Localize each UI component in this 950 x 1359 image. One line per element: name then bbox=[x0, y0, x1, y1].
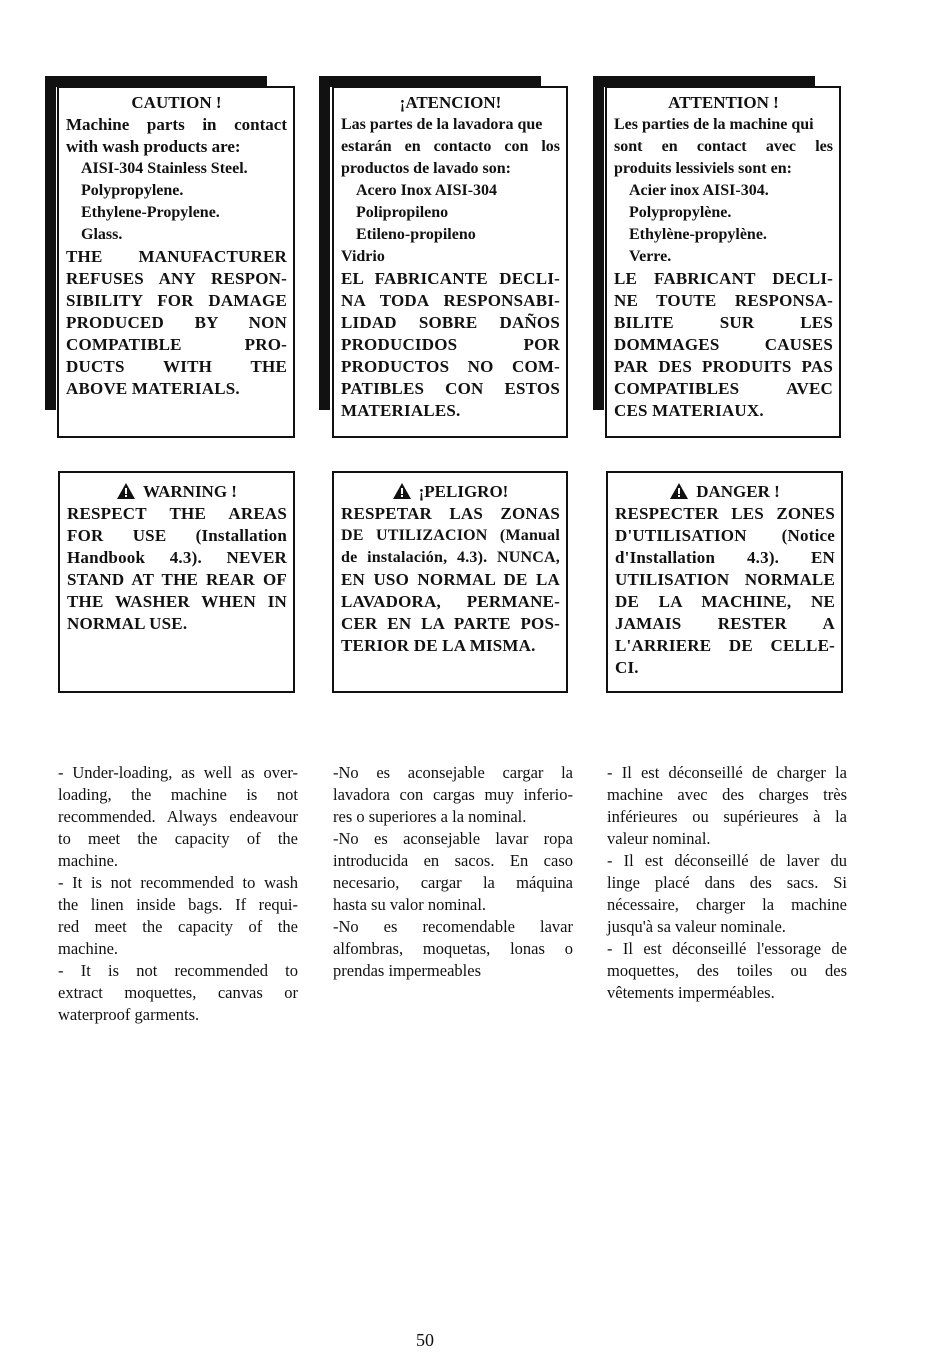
warning-line: D'UTILISATION (Notice bbox=[615, 526, 835, 545]
caution-title: ATTENTION ! bbox=[668, 93, 779, 112]
note-line: recommended. Always endeavour bbox=[58, 807, 298, 826]
disclaimer-line: LE FABRICANT DECLI- bbox=[614, 269, 833, 288]
material-item: Ethylene-Propylene. bbox=[81, 204, 220, 221]
note-line: introducida en sacos. En caso bbox=[333, 851, 573, 870]
material-item: Glass. bbox=[81, 226, 123, 243]
note-line: lavadora con cargas muy inferio- bbox=[333, 785, 573, 804]
warning-box-spanish bbox=[332, 471, 568, 693]
disclaimer-line: MATERIALES. bbox=[341, 401, 461, 420]
warning-line: THE WASHER WHEN IN bbox=[67, 592, 287, 611]
note-line: linge placé dans des sacs. Si bbox=[607, 873, 847, 892]
note-line: inférieures ou supérieures à la bbox=[607, 807, 847, 826]
disclaimer-line: BILITE SUR LES bbox=[614, 313, 833, 332]
disclaimer-line: COMPATIBLE PRO- bbox=[66, 335, 287, 354]
warning-line: LAVADORA, PERMANE- bbox=[341, 592, 560, 611]
disclaimer-line: PRODUCIDOS POR bbox=[341, 335, 560, 354]
disclaimer-line: LIDAD SOBRE DAÑOS bbox=[341, 313, 560, 332]
disclaimer-line: DOMMAGES CAUSES bbox=[614, 335, 833, 354]
note-line: necesario, cargar la máquina bbox=[333, 873, 573, 892]
note-line: - It is not recommended to wash bbox=[58, 873, 298, 892]
disclaimer-line: REFUSES ANY RESPON- bbox=[66, 269, 287, 288]
disclaimer-line: NE TOUTE RESPONSA- bbox=[614, 291, 833, 310]
note-line: jusqu'à sa valeur nominale. bbox=[607, 917, 786, 936]
warning-line: NORMAL USE. bbox=[67, 614, 188, 633]
caution-text: sont en contact avec les bbox=[614, 138, 833, 155]
note-line: res o superiores a la nominal. bbox=[333, 807, 527, 826]
material-item: Polipropileno bbox=[356, 204, 449, 221]
disclaimer-line: ABOVE MATERIALS. bbox=[66, 379, 240, 398]
warning-line: d'Installation 4.3). EN bbox=[615, 548, 835, 567]
warning-line: L'ARRIERE DE CELLE- bbox=[615, 636, 835, 655]
note-line: to meet the capacity of the bbox=[58, 829, 298, 848]
note-line: - It is not recommended to bbox=[58, 961, 298, 980]
caution-text: Machine parts in contact bbox=[66, 115, 287, 134]
notes-english bbox=[58, 762, 298, 1026]
note-line: moquettes, des toiles ou des bbox=[607, 961, 847, 980]
note-line: extract moquettes, canvas or bbox=[58, 983, 298, 1002]
caution-title: CAUTION ! bbox=[131, 93, 222, 112]
warning-title bbox=[67, 481, 287, 503]
note-line: - Il est déconseillé l'essorage de bbox=[607, 939, 847, 958]
material-item: Ethylène-propylène. bbox=[629, 226, 767, 243]
warning-line: CER EN LA PARTE POS- bbox=[341, 614, 560, 633]
disclaimer-line: COMPATIBLES AVEC bbox=[614, 379, 833, 398]
warning-box-english bbox=[58, 471, 295, 693]
caution-box-english bbox=[57, 86, 295, 438]
disclaimer-line: EL FABRICANTE DECLI- bbox=[341, 269, 560, 288]
warning-line: JAMAIS RESTER A bbox=[615, 614, 835, 633]
warning-title-text: ¡PELIGRO! bbox=[418, 482, 509, 501]
note-line: alfombras, moquetas, lonas o bbox=[333, 939, 573, 958]
box-shadow bbox=[45, 76, 56, 410]
material-item: Vidrio bbox=[341, 248, 385, 265]
note-line: waterproof garments. bbox=[58, 1005, 200, 1024]
warning-line: UTILISATION NORMALE bbox=[615, 570, 835, 589]
note-line: machine. bbox=[58, 939, 119, 958]
warning-line: de instalación, 4.3). NUNCA, bbox=[341, 549, 560, 566]
note-line: -No es aconsejable lavar ropa bbox=[333, 829, 573, 848]
caution-title: ¡ATENCION! bbox=[399, 93, 502, 112]
disclaimer-line: PATIBLES CON ESTOS bbox=[341, 379, 560, 398]
note-line: vêtements imperméables. bbox=[607, 983, 775, 1002]
disclaimer-line: SIBILITY FOR DAMAGE bbox=[66, 291, 287, 310]
warning-line: STAND AT THE REAR OF bbox=[67, 570, 287, 589]
material-item: Polypropylène. bbox=[629, 204, 732, 221]
disclaimer-line: PRODUCTOS NO COM- bbox=[341, 357, 560, 376]
caution-box-french bbox=[605, 86, 841, 438]
warning-line: DE UTILIZACION (Manual bbox=[341, 527, 560, 544]
material-item: AISI-304 Stainless Steel. bbox=[81, 160, 248, 177]
warning-triangle-icon bbox=[117, 483, 135, 499]
note-line: nécessaire, charger la machine bbox=[607, 895, 847, 914]
warning-triangle-icon bbox=[670, 483, 688, 499]
warning-line: DE LA MACHINE, NE bbox=[615, 592, 835, 611]
note-line: -No es recomendable lavar bbox=[333, 917, 573, 936]
warning-line: RESPECT THE AREAS bbox=[67, 504, 287, 523]
disclaimer-line: CES MATERIAUX. bbox=[614, 401, 764, 420]
caution-text: productos de lavado son: bbox=[341, 160, 511, 177]
material-item: Verre. bbox=[629, 248, 672, 265]
caution-text: Las partes de la lavadora que bbox=[341, 116, 543, 133]
note-line: - Il est déconseillé de laver du bbox=[607, 851, 847, 870]
warning-title-text: DANGER ! bbox=[696, 482, 780, 501]
warning-line: EN USO NORMAL DE LA bbox=[341, 570, 560, 589]
warning-line: RESPETAR LAS ZONAS bbox=[341, 504, 560, 523]
note-line: red meet the capacity of the bbox=[58, 917, 298, 936]
disclaimer-line: PRODUCED BY NON bbox=[66, 313, 287, 332]
caution-text: estarán en contacto con los bbox=[341, 138, 560, 155]
note-line: valeur nominal. bbox=[607, 829, 711, 848]
warning-box-french bbox=[606, 471, 843, 693]
material-item: Acero Inox AISI-304 bbox=[356, 182, 498, 199]
material-item: Acier inox AISI-304. bbox=[629, 182, 769, 199]
note-line: machine avec des charges très bbox=[607, 785, 847, 804]
disclaimer-line: PAR DES PRODUITS PAS bbox=[614, 357, 833, 376]
note-line: machine. bbox=[58, 851, 119, 870]
note-line: the linen inside bags. If requi- bbox=[58, 895, 298, 914]
warning-triangle-icon bbox=[393, 483, 411, 499]
material-item: Etileno-propileno bbox=[356, 226, 476, 243]
warning-line: RESPECTER LES ZONES bbox=[615, 504, 835, 523]
warning-line: Handbook 4.3). NEVER bbox=[67, 548, 287, 567]
notes-french bbox=[607, 762, 847, 1004]
box-shadow bbox=[593, 76, 604, 410]
box-shadow bbox=[319, 76, 330, 410]
notes-spanish bbox=[333, 762, 573, 982]
disclaimer-line: THE MANUFACTURER bbox=[66, 247, 287, 266]
warning-title bbox=[615, 481, 835, 503]
caution-text: with wash products are: bbox=[66, 137, 241, 156]
warning-line: TERIOR DE LA MISMA. bbox=[341, 636, 536, 655]
warning-line: FOR USE (Installation bbox=[67, 526, 287, 545]
caution-box-spanish bbox=[332, 86, 568, 438]
warning-line: CI. bbox=[615, 658, 639, 677]
note-line: - Under-loading, as well as over- bbox=[58, 763, 298, 782]
warning-title-text: WARNING ! bbox=[143, 482, 237, 501]
material-item: Polypropylene. bbox=[81, 182, 184, 199]
caution-text: produits lessiviels sont en: bbox=[614, 160, 792, 177]
disclaimer-line: NA TODA RESPONSABI- bbox=[341, 291, 560, 310]
note-line: hasta su valor nominal. bbox=[333, 895, 487, 914]
note-line: - Il est déconseillé de charger la bbox=[607, 763, 847, 782]
note-line: loading, the machine is not bbox=[58, 785, 298, 804]
note-line: -No es aconsejable cargar la bbox=[333, 763, 573, 782]
disclaimer-line: DUCTS WITH THE bbox=[66, 357, 287, 376]
note-line: prendas impermeables bbox=[333, 961, 481, 980]
page-number: 50 bbox=[416, 1330, 434, 1350]
warning-title bbox=[341, 481, 560, 503]
caution-text: Les parties de la machine qui bbox=[614, 116, 814, 133]
